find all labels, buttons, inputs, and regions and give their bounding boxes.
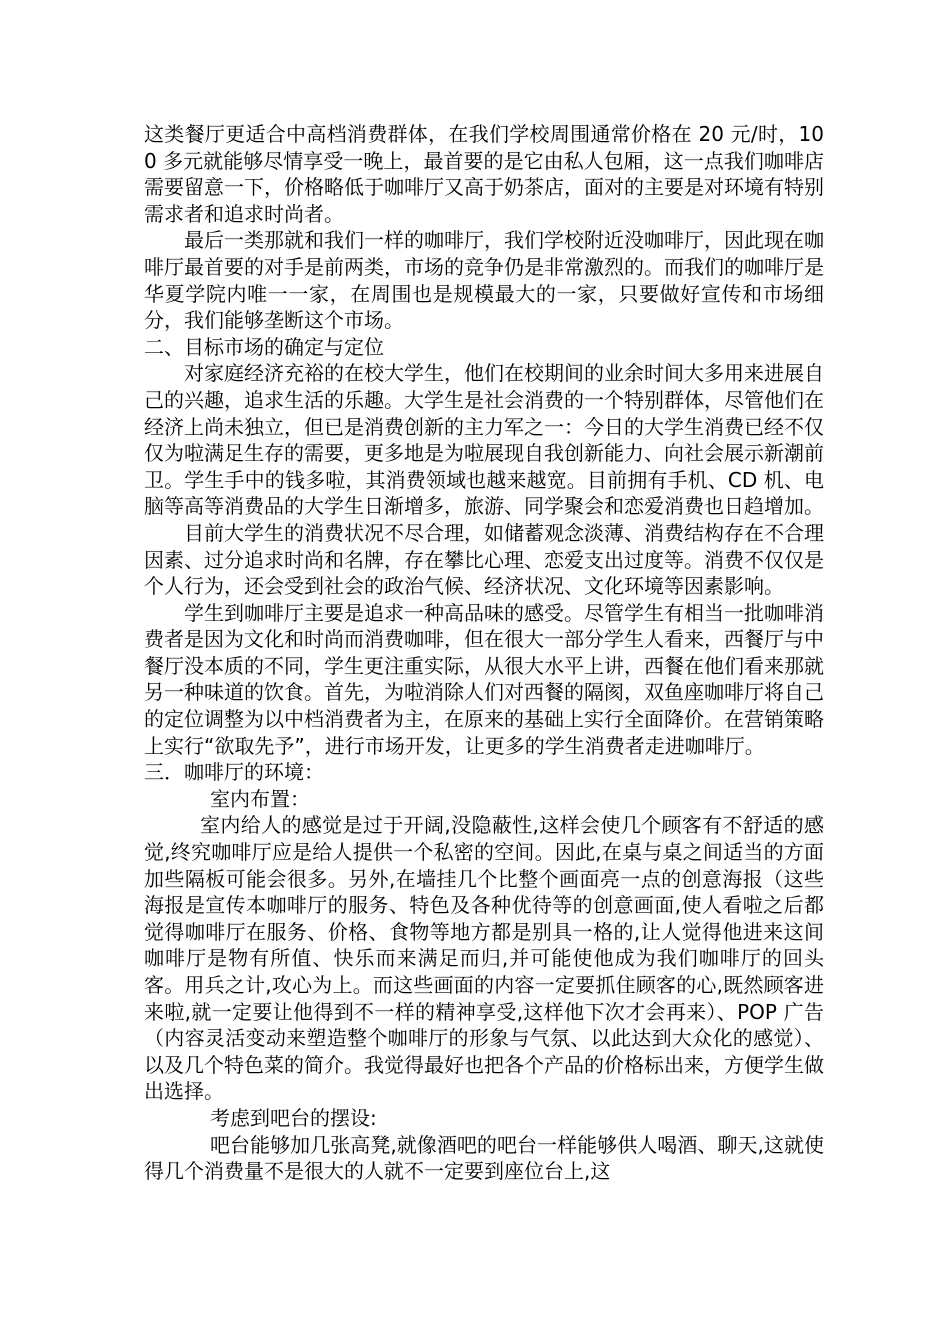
paragraph-bar-counter: 吧台能够加几张高凳,就像酒吧的吧台一样能够供人喝酒、聊天,这就使得几个消费量不是很大的人就不一定要到座位台上,这 <box>144 1132 824 1184</box>
paragraph-interior-design: 室内给人的感觉是过于开阔,没隐蔽性,这样会使几个顾客有不舒适的感觉,终究咖啡厅应是给人提供一个私密的空间。因此,在桌与桌之间适当的方面加些隔板可能会很多。另外,在墙挂几个比整个画面亮一点的创意海报（这些海报是宣传本咖啡厅的服务、特色及各种优待等的创意画面,使人看啦之后都觉得咖啡厅在服务、价格、食物等地方都是别具一格的,让人觉得他进来这间咖啡厅是物有所值、快乐而来满足而归,并可能使他成为我们咖啡厅的回头客。用兵之计,攻心为上。而这些画面的内容一定要抓住顾客的心,既然顾客进来啦,就一定要让他得到不一样的精神享受,这样他下次才会再来）、POP 广告（内容灵活变动来塑造整个咖啡厅的形象与气氛、以此达到大众化的感觉）、以及几个特色菜的简介。我觉得最好也把各个产品的价格标出来，方便学生做出选择。 <box>144 813 824 1104</box>
paragraph-restaurant-class: 这类餐厅更适合中高档消费群体，在我们学校周围通常价格在 20 元/时，100 多元就能够尽情享受一晚上，最首要的是它由私人包厢，这一点我们咖啡店需要留意一下，价格略低于咖啡厅又高于奶茶店，面对的主要是对环境有特别需求者和追求时尚者。 <box>144 122 824 226</box>
section-heading-target-market: 二、目标市场的确定与定位 <box>144 334 384 359</box>
subheading-interior: 室内布置： <box>210 786 310 811</box>
document-body <box>144 121 824 1185</box>
subheading-bar-counter: 考虑到吧台的摆设: <box>210 1105 377 1130</box>
paragraph-coffee-competition: 最后一类那就和我们一样的咖啡厅，我们学校附近没咖啡厅，因此现在咖啡厅最首要的对手是前两类，市场的竞争仍是非常激烈的。而我们的咖啡厅是华夏学院内唯一一家，在周围也是规模最大的一家，只要做好宣传和市场细分，我们能够垄断这个市场。 <box>144 228 824 333</box>
paragraph-positioning: 学生到咖啡厅主要是追求一种高品味的感受。尽管学生有相当一批咖啡消费者是因为文化和时尚而消费咖啡，但在很大一部分学生人看来，西餐厅与中餐厅没本质的不同，学生更注重实际，从很大水平上讲，西餐在他们看来那就另一种味道的饮食。首先，为啦消除人们对西餐的隔阂，双鱼座咖啡厅将自己的定位调整为以中档消费者为主，在原来的基础上实行全面降价。在营销策略上实行“欲取先予”，进行市场开发，让更多的学生消费者走进咖啡厅。 <box>144 600 824 758</box>
paragraph-student-spending: 对家庭经济充裕的在校大学生，他们在校期间的业余时间大多用来进展自己的兴趣，追求生活的乐趣。大学生是社会消费的一个特别群体，尽管他们在经济上尚未独立，但已是消费创新的主力军之一：今日的大学生消费已经不仅仅为啦满足生存的需要，更多地是为啦展现自我创新能力、向社会展示新潮前卫。学生手中的钱多啦，其消费领域也越来越宽。目前拥有手机、CD 机、电脑等高等消费品的大学生日渐增多，旅游、同学聚会和恋爱消费也日趋增加。 <box>144 361 824 519</box>
section-heading-environment: 三．咖啡厅的环境： <box>144 760 324 785</box>
paragraph-consumption-status: 目前大学生的消费状况不尽合理，如储蓄观念淡薄、消费结构存在不合理因素、过分追求时尚和名牌，存在攀比心理、恋爱支出过度等。消费不仅仅是个人行为，还会受到社会的政治气候、经济状况、文化环境等因素影响。 <box>144 520 824 599</box>
